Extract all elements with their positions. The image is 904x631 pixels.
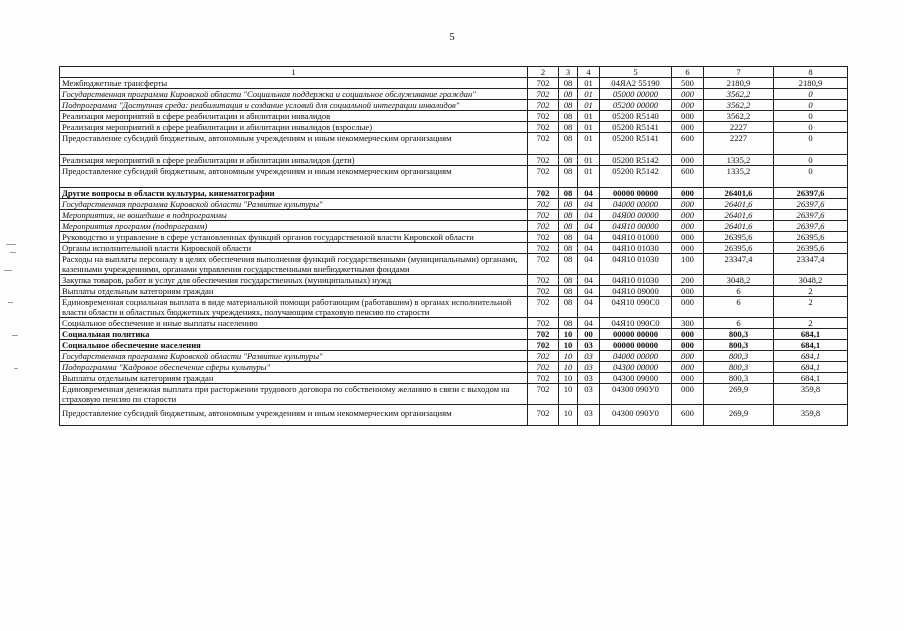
amount-2021-cell: 1335,2 [704,155,774,166]
section-cell: 10 [559,351,578,362]
target-article-cell: 04Я10 00000 [600,221,672,232]
code-cell: 702 [528,199,559,210]
table-row [60,100,848,111]
target-article-cell: 04Я00 00000 [600,210,672,221]
amount-2021-cell: 26395,6 [704,243,774,254]
target-article-cell: 05200 R5142 [600,155,672,166]
table-row [60,254,848,275]
code-cell: 702 [528,351,559,362]
table-row [60,275,848,286]
expense-type-cell: 000 [672,89,704,100]
expense-type-cell: 000 [672,111,704,122]
section-cell: 08 [559,286,578,297]
target-article-cell: 05000 00000 [600,89,672,100]
code-cell: 702 [528,221,559,232]
table-row [60,210,848,221]
amount-2022-cell: 26397,6 [774,221,848,232]
code-cell: 702 [528,100,559,111]
code-cell: 702 [528,384,559,405]
name-cell: Единовременная социальная выплата в виде материальной помощи работающим (работавшим) в органах исполнительной власти области и областных бюджетных учреждениях, получающим страховую пенсию по старости [60,297,528,318]
name-cell: Предоставление субсидий бюджетным, автономным учреждениям и иным некоммерческим организациям [60,133,528,155]
target-article-cell: 05200 00000 [600,100,672,111]
name-cell: Мероприятия, не вошедшие в подпрограммы [60,210,528,221]
amount-2022-cell: 26397,6 [774,188,848,199]
amount-2021-cell: 3562,2 [704,111,774,122]
table-row [60,232,848,243]
table-row [60,405,848,426]
section-cell: 08 [559,188,578,199]
amount-2022-cell: 359,8 [774,405,848,426]
code-cell: 702 [528,89,559,100]
name-cell: Предоставление субсидий бюджетным, автономным учреждениям и иным некоммерческим организациям [60,166,528,188]
amount-2022-cell: 2 [774,286,848,297]
name-cell: Закупка товаров, работ и услуг для обеспечения государственных (муниципальных) нужд [60,275,528,286]
subsection-cell: 04 [578,232,600,243]
expense-type-cell: 200 [672,275,704,286]
amount-2022-cell: 684,1 [774,329,848,340]
name-cell: Другие вопросы в области культуры, кинематографии [60,188,528,199]
code-cell: 702 [528,155,559,166]
name-cell: Социальная политика [60,329,528,340]
expense-type-cell: 500 [672,78,704,89]
amount-2021-cell: 800,3 [704,351,774,362]
amount-2021-cell: 6 [704,318,774,329]
section-cell: 10 [559,384,578,405]
code-cell: 702 [528,275,559,286]
table-row [60,329,848,340]
name-cell: Государственная программа Кировской области "Развитие культуры" [60,351,528,362]
budget-table [59,66,848,426]
expense-type-cell: 600 [672,166,704,188]
amount-2021-cell: 800,3 [704,373,774,384]
subsection-cell: 04 [578,188,600,199]
amount-2021-cell: 800,3 [704,362,774,373]
subsection-cell: 03 [578,373,600,384]
section-cell: 08 [559,155,578,166]
subsection-cell: 01 [578,78,600,89]
code-cell: 702 [528,243,559,254]
name-cell: Органы исполнительной власти Кировской области [60,243,528,254]
section-cell: 08 [559,221,578,232]
expense-type-cell: 000 [672,243,704,254]
table-row [60,89,848,100]
expense-type-cell: 300 [672,318,704,329]
target-article-cell: 04000 00000 [600,199,672,210]
table-row [60,155,848,166]
subsection-cell: 04 [578,286,600,297]
amount-2021-cell: 2227 [704,122,774,133]
expense-type-cell: 000 [672,122,704,133]
section-cell: 08 [559,100,578,111]
name-cell: Социальное обеспечение и иные выплаты населению [60,318,528,329]
section-cell: 10 [559,373,578,384]
name-cell: Единовременная денежная выплата при расторжении трудового договора по собственному желанию в связи с выходом на страховую пенсию по старости [60,384,528,405]
amount-2022-cell: 23347,4 [774,254,848,275]
subsection-cell: 00 [578,329,600,340]
code-cell: 702 [528,232,559,243]
table-row [60,133,848,155]
code-cell: 702 [528,318,559,329]
section-cell: 08 [559,89,578,100]
header-cell: 8 [774,67,848,78]
section-cell: 10 [559,329,578,340]
amount-2021-cell: 3048,2 [704,275,774,286]
header-cell: 6 [672,67,704,78]
amount-2022-cell: 684,1 [774,340,848,351]
expense-type-cell: 000 [672,286,704,297]
header-cell: 1 [60,67,528,78]
table-row [60,199,848,210]
amount-2021-cell: 26401,6 [704,221,774,232]
subsection-cell: 04 [578,199,600,210]
expense-type-cell: 000 [672,188,704,199]
expense-type-cell: 000 [672,329,704,340]
table-row [60,318,848,329]
table-row [60,373,848,384]
subsection-cell: 01 [578,133,600,155]
amount-2022-cell: 684,1 [774,373,848,384]
subsection-cell: 04 [578,318,600,329]
expense-type-cell: 000 [672,351,704,362]
amount-2022-cell: 2 [774,318,848,329]
target-article-cell: 05200 R5141 [600,133,672,155]
amount-2021-cell: 26401,6 [704,210,774,221]
amount-2021-cell: 800,3 [704,340,774,351]
amount-2022-cell: 3048,2 [774,275,848,286]
table-row [60,286,848,297]
expense-type-cell: 000 [672,221,704,232]
table-row [60,362,848,373]
subsection-cell: 03 [578,340,600,351]
name-cell: Межбюджетные трансферты [60,78,528,89]
section-cell: 08 [559,199,578,210]
subsection-cell: 03 [578,351,600,362]
section-cell: 10 [559,405,578,426]
name-cell: Государственная программа Кировской области "Социальная поддержка и социальное обслуживание граждан" [60,89,528,100]
expense-type-cell: 000 [672,155,704,166]
subsection-cell: 04 [578,297,600,318]
target-article-cell: 05200 R5142 [600,166,672,188]
table-row [60,340,848,351]
code-cell: 702 [528,188,559,199]
table-row [60,111,848,122]
expense-type-cell: 000 [672,340,704,351]
section-cell: 08 [559,111,578,122]
amount-2022-cell: 0 [774,133,848,155]
subsection-cell: 04 [578,243,600,254]
expense-type-cell: 000 [672,384,704,405]
target-article-cell: 04Я10 01000 [600,232,672,243]
name-cell: Расходы на выплаты персоналу в целях обеспечения выполнения функций государственными (муниципальными) органами, казенными учреждениями, органами управления государственными внебюджетными фондами [60,254,528,275]
target-article-cell: 04Я10 090С0 [600,297,672,318]
subsection-cell: 04 [578,275,600,286]
target-article-cell: 04000 00000 [600,351,672,362]
code-cell: 702 [528,111,559,122]
target-article-cell: 04300 00000 [600,362,672,373]
target-article-cell: 04Я10 09000 [600,286,672,297]
section-cell: 08 [559,133,578,155]
amount-2021-cell: 269,9 [704,384,774,405]
target-article-cell: 00000 00000 [600,188,672,199]
target-article-cell: 00000 00000 [600,340,672,351]
amount-2021-cell: 1335,2 [704,166,774,188]
subsection-cell: 01 [578,166,600,188]
target-article-cell: 04Я10 01030 [600,254,672,275]
expense-type-cell: 000 [672,297,704,318]
code-cell: 702 [528,405,559,426]
expense-type-cell: 000 [672,373,704,384]
section-cell: 10 [559,340,578,351]
amount-2021-cell: 6 [704,297,774,318]
target-article-cell: 04Я10 090С0 [600,318,672,329]
target-article-cell: 04Я10 01030 [600,243,672,254]
subsection-cell: 03 [578,362,600,373]
code-cell: 702 [528,122,559,133]
amount-2022-cell: 0 [774,166,848,188]
target-article-cell: 04300 090У0 [600,384,672,405]
subsection-cell: 01 [578,89,600,100]
code-cell: 702 [528,340,559,351]
target-article-cell: 04Я10 01030 [600,275,672,286]
subsection-cell: 01 [578,122,600,133]
amount-2021-cell: 6 [704,286,774,297]
name-cell: Государственная программа Кировской области "Развитие культуры" [60,199,528,210]
amount-2022-cell: 684,1 [774,362,848,373]
section-cell: 08 [559,297,578,318]
target-article-cell: 05200 R5140 [600,111,672,122]
code-cell: 702 [528,133,559,155]
scan-margin-marks [0,240,40,390]
table-row [60,384,848,405]
header-cell: 7 [704,67,774,78]
amount-2021-cell: 800,3 [704,329,774,340]
target-article-cell: 04300 09000 [600,373,672,384]
amount-2021-cell: 2180,9 [704,78,774,89]
amount-2022-cell: 359,8 [774,384,848,405]
table-body [60,67,848,426]
amount-2022-cell: 26397,6 [774,210,848,221]
subsection-cell: 03 [578,384,600,405]
name-cell: Реализация мероприятий в сфере реабилитации и абилитации инвалидов [60,111,528,122]
amount-2022-cell: 0 [774,111,848,122]
name-cell: Выплаты отдельным категориям граждан [60,286,528,297]
name-cell: Реализация мероприятий в сфере реабилитации и абилитации инвалидов (взрослые) [60,122,528,133]
amount-2021-cell: 26395,6 [704,232,774,243]
code-cell: 702 [528,254,559,275]
section-cell: 10 [559,362,578,373]
target-article-cell: 04300 090У0 [600,405,672,426]
code-cell: 702 [528,297,559,318]
section-cell: 08 [559,275,578,286]
subsection-cell: 04 [578,221,600,232]
code-cell: 702 [528,362,559,373]
name-cell: Подпрограмма "Кадровое обеспечение сферы культуры" [60,362,528,373]
amount-2022-cell: 0 [774,89,848,100]
name-cell: Выплаты отдельным категориям граждан [60,373,528,384]
amount-2022-cell: 0 [774,155,848,166]
target-article-cell: 00000 00000 [600,329,672,340]
amount-2022-cell: 26397,6 [774,199,848,210]
code-cell: 702 [528,373,559,384]
amount-2021-cell: 3562,2 [704,100,774,111]
section-cell: 08 [559,122,578,133]
table-row [60,122,848,133]
code-cell: 702 [528,166,559,188]
subsection-cell: 01 [578,100,600,111]
table-row [60,78,848,89]
section-cell: 08 [559,232,578,243]
code-cell: 702 [528,78,559,89]
code-cell: 702 [528,329,559,340]
amount-2022-cell: 0 [774,100,848,111]
name-cell: Подпрограмма "Доступная среда: реабилитация и создание условий для социальной интеграции инвалидов" [60,100,528,111]
header-row [60,67,848,78]
amount-2021-cell: 26401,6 [704,188,774,199]
expense-type-cell: 000 [672,210,704,221]
name-cell: Мероприятия программ (подпрограмм) [60,221,528,232]
table-row [60,243,848,254]
header-cell: 4 [578,67,600,78]
section-cell: 08 [559,254,578,275]
table-row [60,351,848,362]
subsection-cell: 04 [578,254,600,275]
section-cell: 08 [559,166,578,188]
expense-type-cell: 000 [672,100,704,111]
header-cell: 2 [528,67,559,78]
name-cell: Социальное обеспечение населения [60,340,528,351]
subsection-cell: 01 [578,155,600,166]
subsection-cell: 01 [578,111,600,122]
expense-type-cell: 000 [672,199,704,210]
amount-2022-cell: 26395,6 [774,243,848,254]
table-row [60,166,848,188]
amount-2021-cell: 2227 [704,133,774,155]
name-cell: Предоставление субсидий бюджетным, автономным учреждениям и иным некоммерческим организациям [60,405,528,426]
amount-2021-cell: 26401,6 [704,199,774,210]
amount-2022-cell: 2180,9 [774,78,848,89]
section-cell: 08 [559,78,578,89]
expense-type-cell: 100 [672,254,704,275]
table-row [60,221,848,232]
amount-2022-cell: 684,1 [774,351,848,362]
amount-2022-cell: 2 [774,297,848,318]
table-row [60,188,848,199]
header-cell: 3 [559,67,578,78]
name-cell: Реализация мероприятий в сфере реабилитации и абилитации инвалидов (дети) [60,155,528,166]
expense-type-cell: 600 [672,133,704,155]
amount-2022-cell: 0 [774,122,848,133]
target-article-cell: 05200 R5141 [600,122,672,133]
table-row [60,297,848,318]
code-cell: 702 [528,286,559,297]
page-number: 5 [449,31,455,43]
section-cell: 08 [559,210,578,221]
section-cell: 08 [559,243,578,254]
subsection-cell: 03 [578,405,600,426]
target-article-cell: 04ЯА2 55190 [600,78,672,89]
header-cell: 5 [600,67,672,78]
name-cell: Руководство и управление в сфере установленных функций органов государственной власти Кировской области [60,232,528,243]
amount-2021-cell: 23347,4 [704,254,774,275]
amount-2022-cell: 26395,6 [774,232,848,243]
amount-2021-cell: 269,9 [704,405,774,426]
expense-type-cell: 600 [672,405,704,426]
subsection-cell: 04 [578,210,600,221]
amount-2021-cell: 3562,2 [704,89,774,100]
expense-type-cell: 000 [672,362,704,373]
expense-type-cell: 000 [672,232,704,243]
code-cell: 702 [528,210,559,221]
section-cell: 08 [559,318,578,329]
